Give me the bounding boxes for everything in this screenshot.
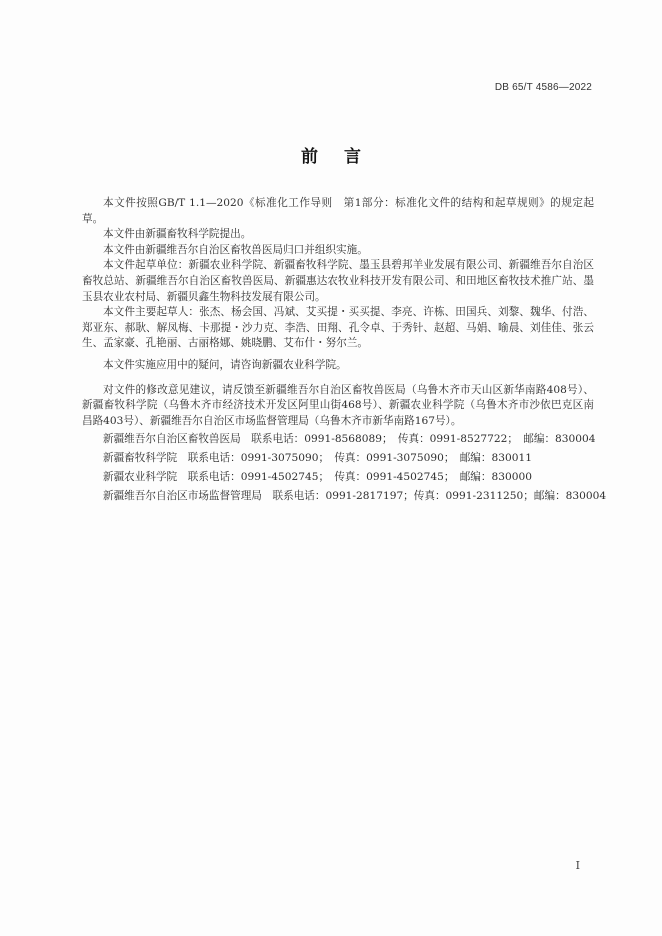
contact-line: 新疆维吾尔自治区市场监督管理局 联系电话：0991-2817197；传真：0991-2311250；邮编：830004: [103, 490, 607, 503]
paragraph-administrator: 本文件由新疆维吾尔自治区畜牧兽医局归口并组织实施。: [103, 243, 368, 256]
paragraph-drafting-basis: 本文件按照GB/T 1.1—2020《标准化工作导则 第1部分：标准化文件的结构和起草规则》的规定起草。: [82, 197, 594, 225]
contact-line: 新疆畜牧科学院 联系电话：0991-3075090； 传真：0991-3075090； 邮编：830011: [103, 452, 532, 465]
paragraph-drafting-units: 本文件起草单位：新疆农业科学院、新疆畜牧科学院、墨玉县碧邦羊业发展有限公司、新疆维吾尔自治区畜牧总站、新疆维吾尔自治区畜牧兽医局、新疆惠达农牧业科技开发有限公司、和田地区畜牧技术推广站、墨玉县农业农村局、新疆贝鑫生物科技发展有限公司。: [82, 259, 594, 303]
foreword-body: [82, 196, 607, 506]
page-title: 前言: [301, 147, 387, 167]
contact-line: 新疆农业科学院 联系电话：0991-4502745； 传真：0991-4502745； 邮编：830000: [103, 471, 532, 484]
paragraph-drafters: 本文件主要起草人：张杰、杨会国、冯斌、艾买提・买买提、李亮、许栋、田国兵、刘黎、魏华、付浩、郑亚东、郝耿、解凤梅、卡那提・沙力克、李浩、田翔、孔令卓、于秀针、赵超、马娟、喻晨、刘佳佳、张云生、孟家豪、孔艳丽、古丽格娜、姚晓鹏、艾布什・努尔兰。: [82, 306, 594, 350]
paragraph-inquiry: 本文件实施应用中的疑问，请咨询新疆农业科学院。: [103, 358, 347, 371]
contact-list: [82, 430, 607, 506]
document-code: DB 65/T 4586—2022: [494, 82, 592, 93]
paragraph-proposer: 本文件由新疆畜牧科学院提出。: [103, 228, 252, 241]
contact-line: 新疆维吾尔自治区畜牧兽医局 联系电话：0991-8568089； 传真：0991-8527722； 邮编：830004: [103, 433, 596, 446]
paragraph-feedback: 对文件的修改意见建议，请反馈至新疆维吾尔自治区畜牧兽医局（乌鲁木齐市天山区新华南路408号）、新疆畜牧科学院（乌鲁木齐市经济技术开发区阿里山街468号）、新疆农业科学院（乌鲁木齐市沙依巴克区南昌路403号）、新疆维吾尔自治区市场监督管理局（乌鲁木齐市新华南路167号）。: [82, 383, 594, 427]
page-number: I: [575, 859, 580, 872]
